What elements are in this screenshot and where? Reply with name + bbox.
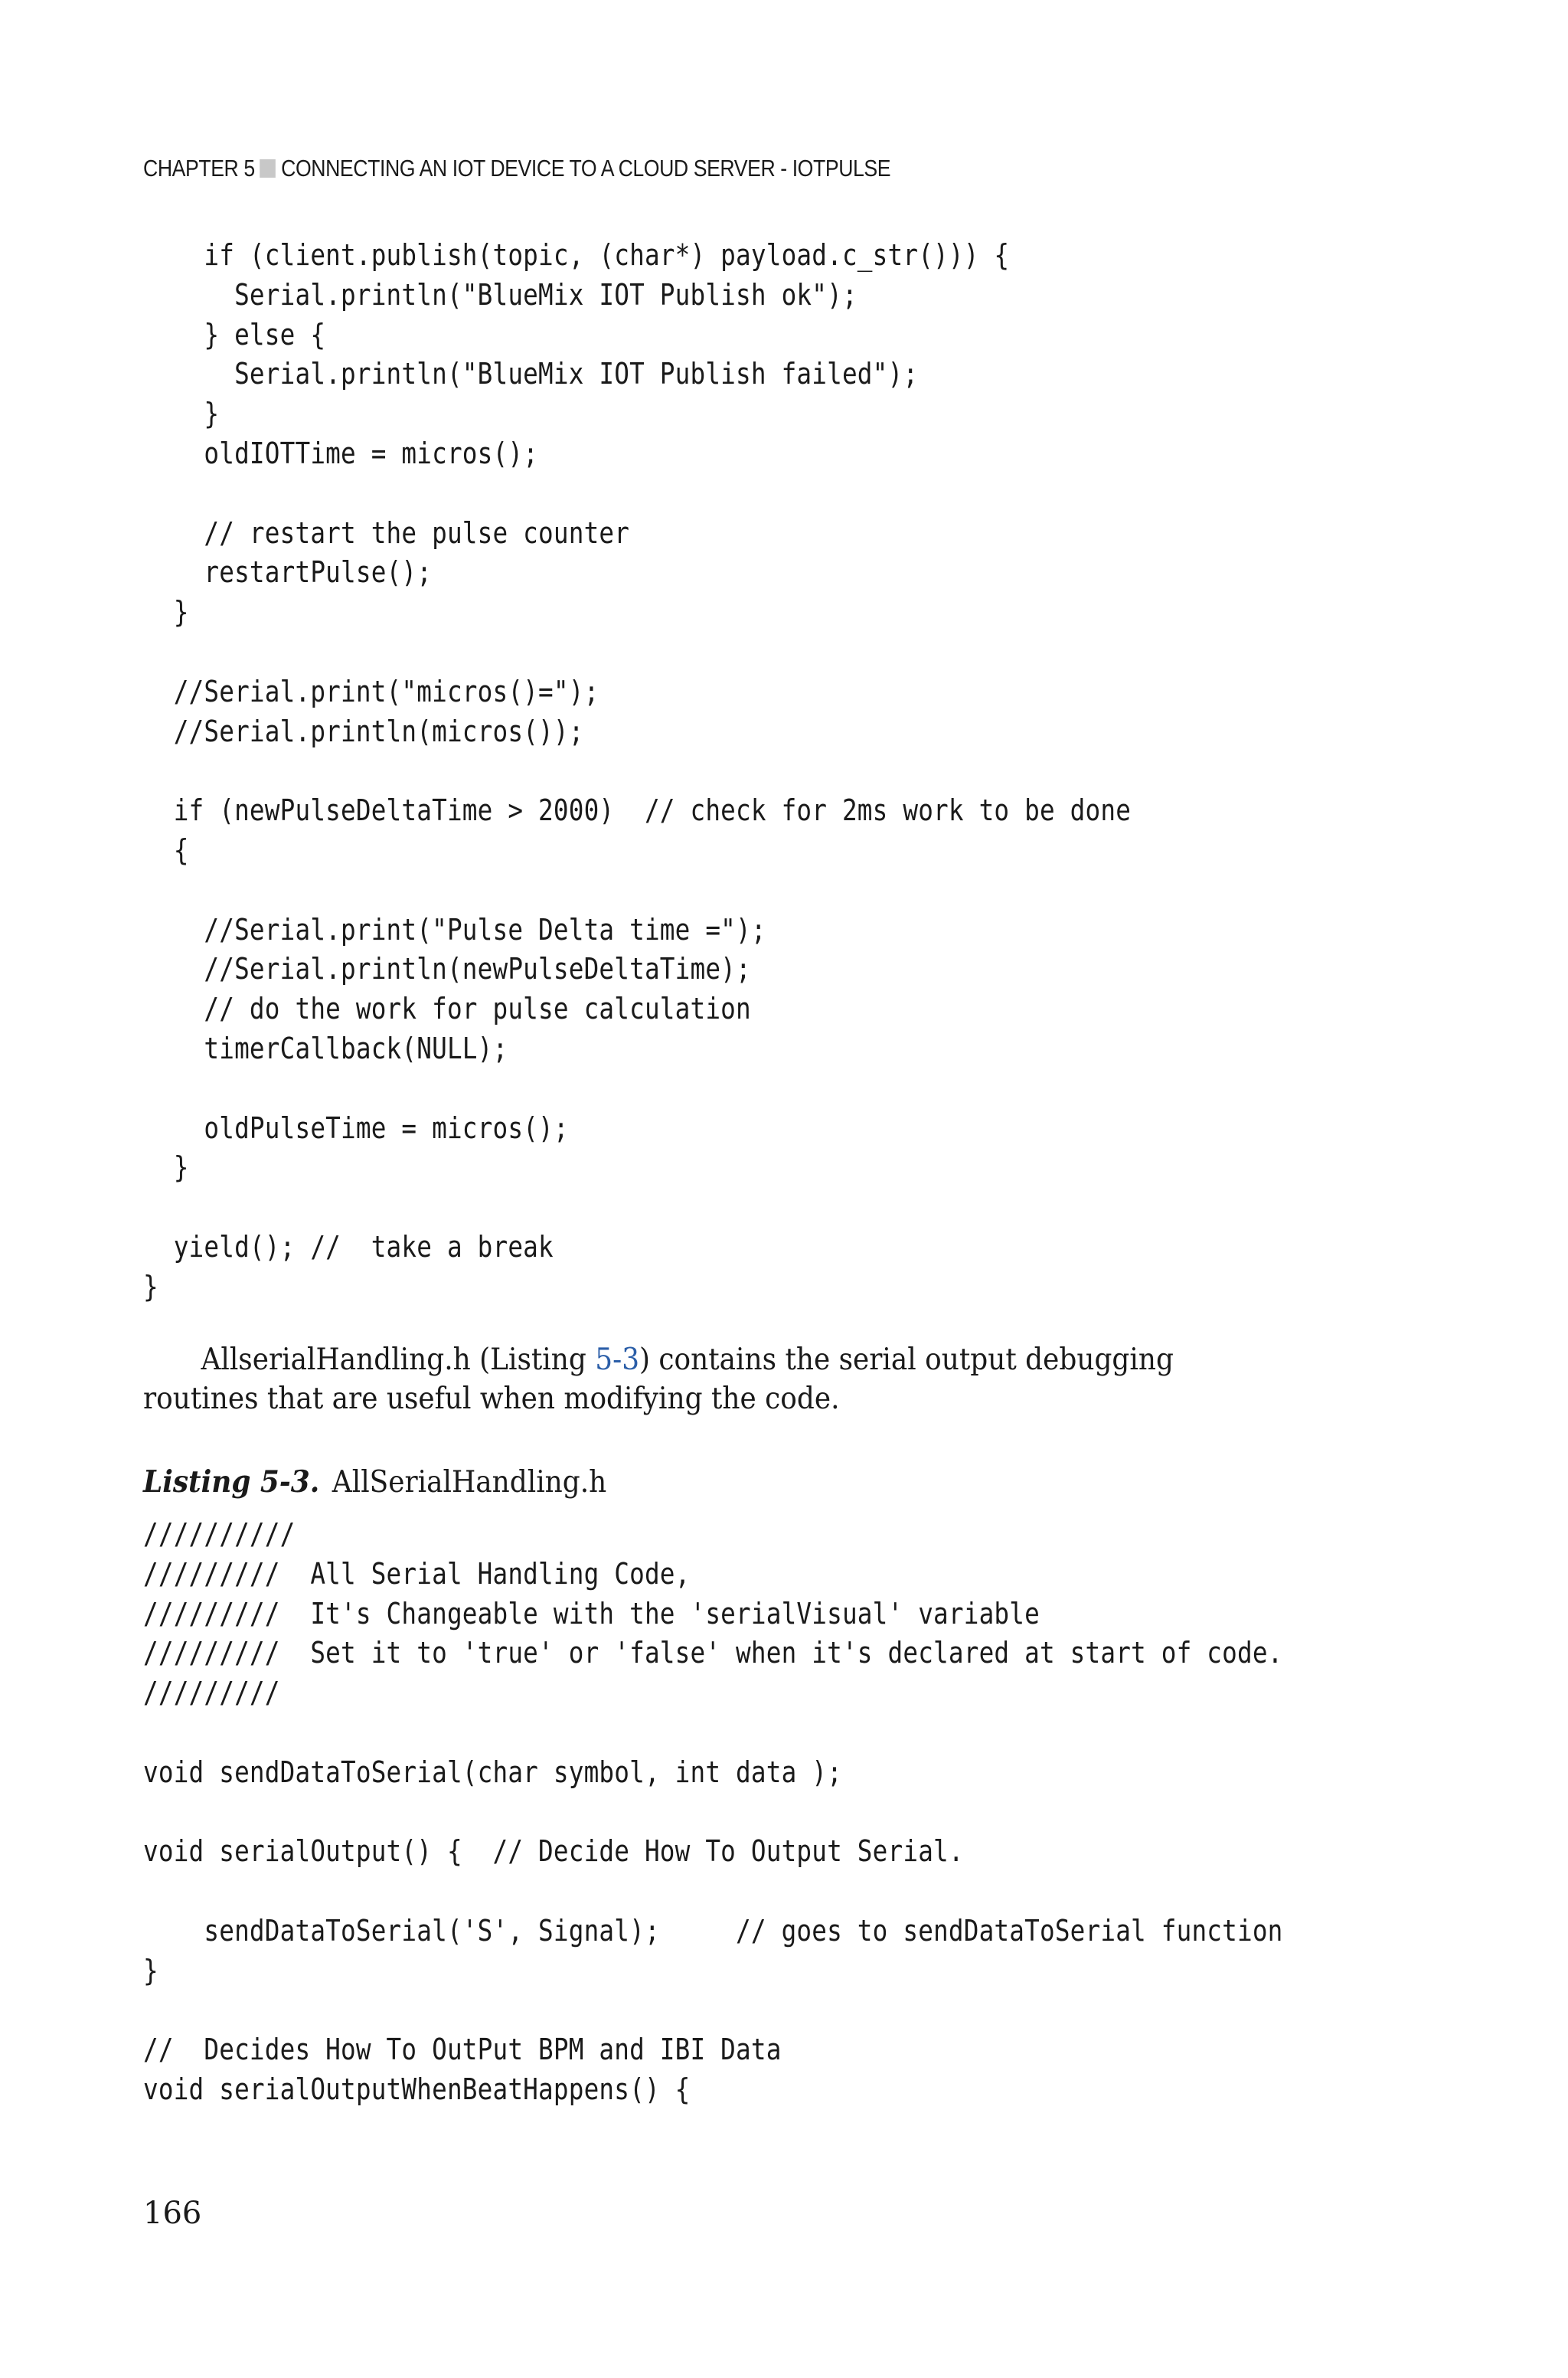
listing-title: AllSerialHandling.h xyxy=(332,1465,607,1500)
paragraph-text-end: ) contains the serial output debugging routines that are useful when modifying the code. xyxy=(143,1343,1174,1416)
paragraph-text-start: AllserialHandling.h (Listing xyxy=(201,1343,596,1377)
code-block-listing-5-3: ////////// ///////// All Serial Handling Code, ///////// It's Changeable with the 'serialVisual' variable ///////// Set it to 'true' or 'false' when it's declared at start of code. ///////// void sendDataToSerial(char symbol, int data ); void serialOutput() { // Decide How To Output Serial. sendDataToSerial('S', Signal); // goes to sendDataToSerial function } // Decides How To OutPut BPM and IBI Data void serialOutputWhenBeatHappens() { xyxy=(143,1517,1283,2107)
chapter-label: CHAPTER 5 xyxy=(143,155,255,182)
listing-caption xyxy=(143,1463,606,1502)
header-separator xyxy=(260,159,276,178)
chapter-title: CONNECTING AN IOT DEVICE TO A CLOUD SERVER - IOTPULSE xyxy=(281,155,891,182)
code-block-continuation: if (client.publish(topic, (char*) payload.c_str())) { Serial.println("BlueMix IOT Publish ok"); } else { Serial.println("BlueMix IOT Publish failed"); } oldIOTTime = micros(); // restart the pulse counter restartPulse(); } //Serial.print("micros()="); //Serial.println(micros()); if (newPulseDeltaTime > 2000) // check for 2ms work to be done { //Serial.print("Pulse Delta time ="); //Serial.println(newPulseDeltaTime); // do the work for pulse calculation timerCallback(NULL); oldPulseTime = micros(); } yield(); // take a break } xyxy=(143,238,1132,1303)
listing-label: Listing 5-3. xyxy=(143,1464,320,1500)
listing-reference-link[interactable]: 5-3 xyxy=(595,1343,640,1377)
running-header xyxy=(143,155,890,182)
body-paragraph xyxy=(143,1340,1270,1418)
page-number: 166 xyxy=(143,2196,202,2231)
